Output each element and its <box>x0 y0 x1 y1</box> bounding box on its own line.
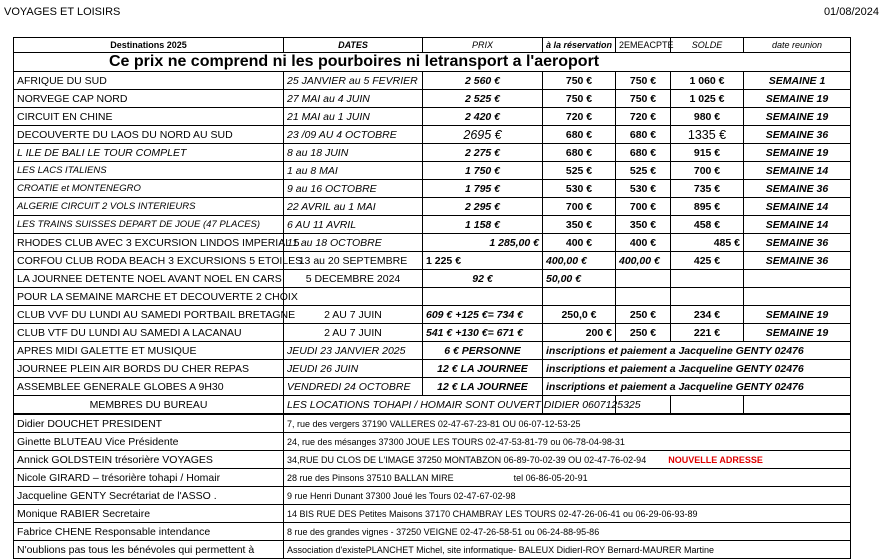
trip-reservation: 750 € <box>543 90 616 108</box>
trip-second-deposit: 720 € <box>616 108 671 126</box>
trip-destination: NORVEGE CAP NORD <box>14 90 284 108</box>
trip-balance: 700 € <box>671 162 744 180</box>
trip-row <box>14 126 851 144</box>
trip-balance: 425 € <box>671 252 744 270</box>
trip-second-deposit <box>616 270 671 288</box>
trip-balance: 221 € <box>671 324 744 342</box>
member-address: 8 rue des grandes vignes - 37250 VEIGNE 02-47-26-58-51 ou 06-24-88-95-86 <box>287 526 600 537</box>
trip-price <box>423 288 543 306</box>
member-contact <box>284 541 851 559</box>
trip-row <box>14 144 851 162</box>
trip-reservation: 200 € <box>543 324 616 342</box>
trip-reservation: 700 € <box>543 198 616 216</box>
trip-reservation: 350 € <box>543 216 616 234</box>
trip-destination: POUR LA SEMAINE MARCHE ET DECOUVERTE 2 CHOIX <box>14 288 284 306</box>
trip-row <box>14 270 851 288</box>
trip-row <box>14 324 851 342</box>
member-name: Didier DOUCHET PRESIDENT <box>14 415 284 433</box>
trip-dates: 2 AU 7 JUIN <box>284 306 423 324</box>
trip-price: 1 225 € <box>423 252 543 270</box>
col-dates: DATES <box>284 38 423 53</box>
event-price: 6 € PERSONNE <box>423 342 543 360</box>
trip-balance: 895 € <box>671 198 744 216</box>
trip-dates: 21 MAI au 1 JUIN <box>284 108 423 126</box>
document-date: 01/08/2024 <box>823 6 879 18</box>
trip-row <box>14 234 851 252</box>
trip-second-deposit: 400 € <box>616 234 671 252</box>
trip-meeting-week: SEMAINE 14 <box>744 198 851 216</box>
member-extra: tel 06-86-05-20-91 <box>513 472 588 483</box>
trip-dates: 25 JANVIER au 5 FEVRIER <box>284 72 423 90</box>
document-header-left: VOYAGES ET LOISIRS <box>4 6 121 18</box>
trip-meeting-week: SEMAINE 36 <box>744 126 851 144</box>
trip-dates: 2 AU 7 JUIN <box>284 324 423 342</box>
trip-second-deposit: 530 € <box>616 180 671 198</box>
member-name: Fabrice CHENE Responsable intendance <box>14 523 284 541</box>
trip-second-deposit: 680 € <box>616 144 671 162</box>
destinations-sheet <box>13 37 850 559</box>
trip-destination: LA JOURNEE DETENTE NOEL AVANT NOEL EN CARS <box>14 270 284 288</box>
subtitle: Ce prix ne comprend ni les pourboires ni letransport a l'aeroport <box>14 53 851 72</box>
trip-dates: 5 DECEMBRE 2024 <box>284 270 423 288</box>
trip-price: 1 795 € <box>423 180 543 198</box>
member-name: Jacqueline GENTY Secrétariat de l'ASSO . <box>14 487 284 505</box>
member-address: 14 BIS RUE DES Petites Maisons 37170 CHAMBRAY LES TOURS 02-47-26-06-41 ou 06-29-06-93-89 <box>287 508 698 519</box>
trip-row <box>14 252 851 270</box>
trip-meeting-week: SEMAINE 19 <box>744 108 851 126</box>
trip-reservation <box>543 288 616 306</box>
member-contact <box>284 451 851 469</box>
member-name: N'oublions pas tous les bénévoles qui permettent à <box>14 541 284 559</box>
member-row <box>14 415 851 433</box>
trip-balance: 980 € <box>671 108 744 126</box>
trip-row <box>14 90 851 108</box>
member-contact <box>284 487 851 505</box>
member-contact <box>284 523 851 541</box>
trip-row <box>14 216 851 234</box>
member-address: 9 rue Henri Dunant 37300 Joué les Tours 02-47-67-02-98 <box>287 490 516 501</box>
member-address: 28 rue des Pinsons 37510 BALLAN MIRE <box>287 472 454 483</box>
members-table <box>13 414 851 559</box>
member-address: 7, rue des vergers 37190 VALLERES 02-47-67-23-81 OU 06-07-12-53-25 <box>287 418 581 429</box>
page-title: Destinations 2025 <box>14 38 284 53</box>
trip-meeting-week: SEMAINE 14 <box>744 162 851 180</box>
trip-price: 1 285,00 € <box>423 234 543 252</box>
trip-price: 1 750 € <box>423 162 543 180</box>
trip-second-deposit: 250 € <box>616 324 671 342</box>
col-reservation: à la réservation <box>543 38 616 53</box>
trip-meeting-week: SEMAINE 36 <box>744 180 851 198</box>
trip-destination: CIRCUIT EN CHINE <box>14 108 284 126</box>
member-row <box>14 469 851 487</box>
trip-dates <box>284 288 423 306</box>
event-registration-info: inscriptions et paiement a Jacqueline GENTY 02476 <box>543 342 851 360</box>
trip-meeting-week: SEMAINE 1 <box>744 72 851 90</box>
member-name: Ginette BLUTEAU Vice Présidente <box>14 433 284 451</box>
member-row <box>14 505 851 523</box>
event-date: VENDREDI 24 OCTOBRE <box>284 378 423 396</box>
trip-second-deposit: 680 € <box>616 126 671 144</box>
trip-destination: CLUB VVF DU LUNDI AU SAMEDI PORTBAIL BRETAGNE <box>14 306 284 324</box>
trip-meeting-week <box>744 288 851 306</box>
trip-reservation: 400,00 € <box>543 252 616 270</box>
trip-row <box>14 198 851 216</box>
bureau-note: LES LOCATIONS TOHAPI / HOMAIR SONT OUVERT DIDIER 0607125325 <box>284 396 543 414</box>
trip-meeting-week: SEMAINE 36 <box>744 252 851 270</box>
event-name: APRES MIDI GALETTE ET MUSIQUE <box>14 342 284 360</box>
trip-destination: LES LACS ITALIENS <box>14 162 284 180</box>
event-row <box>14 342 851 360</box>
event-price: 12 € LA JOURNEE <box>423 360 543 378</box>
member-row <box>14 541 851 559</box>
trip-second-deposit <box>616 288 671 306</box>
member-address: Association d'existePLANCHET Michel, site informatique- BALEUX DidierI-ROY Bernard-MAURER Martine <box>287 544 715 555</box>
event-price: 12 € LA JOURNEE <box>423 378 543 396</box>
trip-second-deposit: 700 € <box>616 198 671 216</box>
trip-destination: CROATIE et MONTENEGRO <box>14 180 284 198</box>
trip-price: 2 295 € <box>423 198 543 216</box>
member-row <box>14 487 851 505</box>
trip-balance: 458 € <box>671 216 744 234</box>
trip-reservation: 50,00 € <box>543 270 616 288</box>
member-contact <box>284 469 851 487</box>
col-date-reunion: date reunion <box>744 38 851 53</box>
member-name: Annick GOLDSTEIN trésorière VOYAGES <box>14 451 284 469</box>
member-name: Monique RABIER Secretaire <box>14 505 284 523</box>
trip-meeting-week: SEMAINE 19 <box>744 324 851 342</box>
trip-dates: 11 au 18 OCTOBRE <box>284 234 423 252</box>
event-registration-info: inscriptions et paiement a Jacqueline GENTY 02476 <box>543 378 851 396</box>
trip-destination: AFRIQUE DU SUD <box>14 72 284 90</box>
member-address: 24, rue des mésanges 37300 JOUE LES TOURS 02-47-53-81-79 ou 06-78-04-98-31 <box>287 436 625 447</box>
trip-dates: 8 au 18 JUIN <box>284 144 423 162</box>
event-date: JEUDI 23 JANVIER 2025 <box>284 342 423 360</box>
trip-meeting-week: SEMAINE 19 <box>744 306 851 324</box>
trip-dates: 23 /09 AU 4 OCTOBRE <box>284 126 423 144</box>
trip-destination: LES TRAINS SUISSES DEPART DE JOUE (47 PLACES) <box>14 216 284 234</box>
trip-meeting-week: SEMAINE 19 <box>744 90 851 108</box>
col-prix: PRIX <box>423 38 543 53</box>
trip-reservation: 530 € <box>543 180 616 198</box>
member-row <box>14 523 851 541</box>
member-contact <box>284 505 851 523</box>
member-row <box>14 433 851 451</box>
trip-dates: 1 au 8 MAI <box>284 162 423 180</box>
trip-price: 541 € +130 €= 671 € <box>423 324 543 342</box>
trip-dates: 6 AU 11 AVRIL <box>284 216 423 234</box>
member-extra: NOUVELLE ADRESSE <box>668 454 763 465</box>
trip-destination: DECOUVERTE DU LAOS DU NORD AU SUD <box>14 126 284 144</box>
event-name: ASSEMBLEE GENERALE GLOBES A 9H30 <box>14 378 284 396</box>
trip-row <box>14 180 851 198</box>
event-name: JOURNEE PLEIN AIR BORDS DU CHER REPAS <box>14 360 284 378</box>
trip-meeting-week <box>744 270 851 288</box>
trip-price: 1 158 € <box>423 216 543 234</box>
trip-meeting-week: SEMAINE 14 <box>744 216 851 234</box>
trip-row <box>14 72 851 90</box>
event-date: JEUDI 26 JUIN <box>284 360 423 378</box>
trip-reservation: 720 € <box>543 108 616 126</box>
trip-second-deposit: 750 € <box>616 90 671 108</box>
event-registration-info: inscriptions et paiement a Jacqueline GENTY 02476 <box>543 360 851 378</box>
trip-price: 92 € <box>423 270 543 288</box>
trip-balance: 1 060 € <box>671 72 744 90</box>
trip-meeting-week: SEMAINE 36 <box>744 234 851 252</box>
trip-destination: ALGERIE CIRCUIT 2 VOLS INTERIEURS <box>14 198 284 216</box>
trip-balance: 485 € <box>671 234 744 252</box>
bureau-header-row <box>14 396 851 414</box>
trip-price: 2 525 € <box>423 90 543 108</box>
trip-reservation: 525 € <box>543 162 616 180</box>
trip-row <box>14 108 851 126</box>
event-row <box>14 378 851 396</box>
subtitle-row <box>14 53 851 72</box>
trip-balance <box>671 270 744 288</box>
trip-second-deposit: 525 € <box>616 162 671 180</box>
trip-dates: 9 au 16 OCTOBRE <box>284 180 423 198</box>
member-contact <box>284 415 851 433</box>
trip-price: 2 420 € <box>423 108 543 126</box>
member-address: 34,RUE DU CLOS DE L'IMAGE 37250 MONTABZON 06-89-70-02-39 OU 02-47-76-02-94 <box>287 454 647 465</box>
trip-reservation: 750 € <box>543 72 616 90</box>
trip-reservation: 680 € <box>543 126 616 144</box>
trip-dates: 22 AVRIL au 1 MAI <box>284 198 423 216</box>
col-solde: SOLDE <box>671 38 744 53</box>
destinations-table <box>13 37 851 414</box>
trip-reservation: 680 € <box>543 144 616 162</box>
trip-balance: 1 025 € <box>671 90 744 108</box>
member-name: Nicole GIRARD – trésorière tohapi / Homair <box>14 469 284 487</box>
member-contact <box>284 433 851 451</box>
trip-reservation: 250,0 € <box>543 306 616 324</box>
trip-price: 2695 € <box>423 126 543 144</box>
col-2eme-acompte: 2EMEACPTE <box>616 38 671 53</box>
trip-second-deposit: 400,00 € <box>616 252 671 270</box>
trip-destination: CORFOU CLUB RODA BEACH 3 EXCURSIONS 5 ETOILES <box>14 252 284 270</box>
trip-destination: CLUB VTF DU LUNDI AU SAMEDI A LACANAU <box>14 324 284 342</box>
trip-row <box>14 288 851 306</box>
trip-dates: 13 au 20 SEPTEMBRE <box>284 252 423 270</box>
trip-second-deposit: 350 € <box>616 216 671 234</box>
trip-row <box>14 306 851 324</box>
trip-balance: 234 € <box>671 306 744 324</box>
trip-price: 2 560 € <box>423 72 543 90</box>
trip-second-deposit: 750 € <box>616 72 671 90</box>
bureau-label: MEMBRES DU BUREAU <box>14 396 284 414</box>
trip-balance <box>671 288 744 306</box>
trip-reservation: 400 € <box>543 234 616 252</box>
trip-meeting-week: SEMAINE 19 <box>744 144 851 162</box>
trip-dates: 27 MAI au 4 JUIN <box>284 90 423 108</box>
trip-second-deposit: 250 € <box>616 306 671 324</box>
trip-price: 2 275 € <box>423 144 543 162</box>
trip-destination: RHODES CLUB AVEC 3 EXCURSION LINDOS IMPERIAL 5 <box>14 234 284 252</box>
member-row <box>14 451 851 469</box>
event-row <box>14 360 851 378</box>
header-row <box>14 38 851 53</box>
trip-destination: L ILE DE BALI LE TOUR COMPLET <box>14 144 284 162</box>
trip-balance: 915 € <box>671 144 744 162</box>
trip-row <box>14 162 851 180</box>
trip-price: 609 € +125 €= 734 € <box>423 306 543 324</box>
trip-balance: 735 € <box>671 180 744 198</box>
trip-balance: 1335 € <box>671 126 744 144</box>
